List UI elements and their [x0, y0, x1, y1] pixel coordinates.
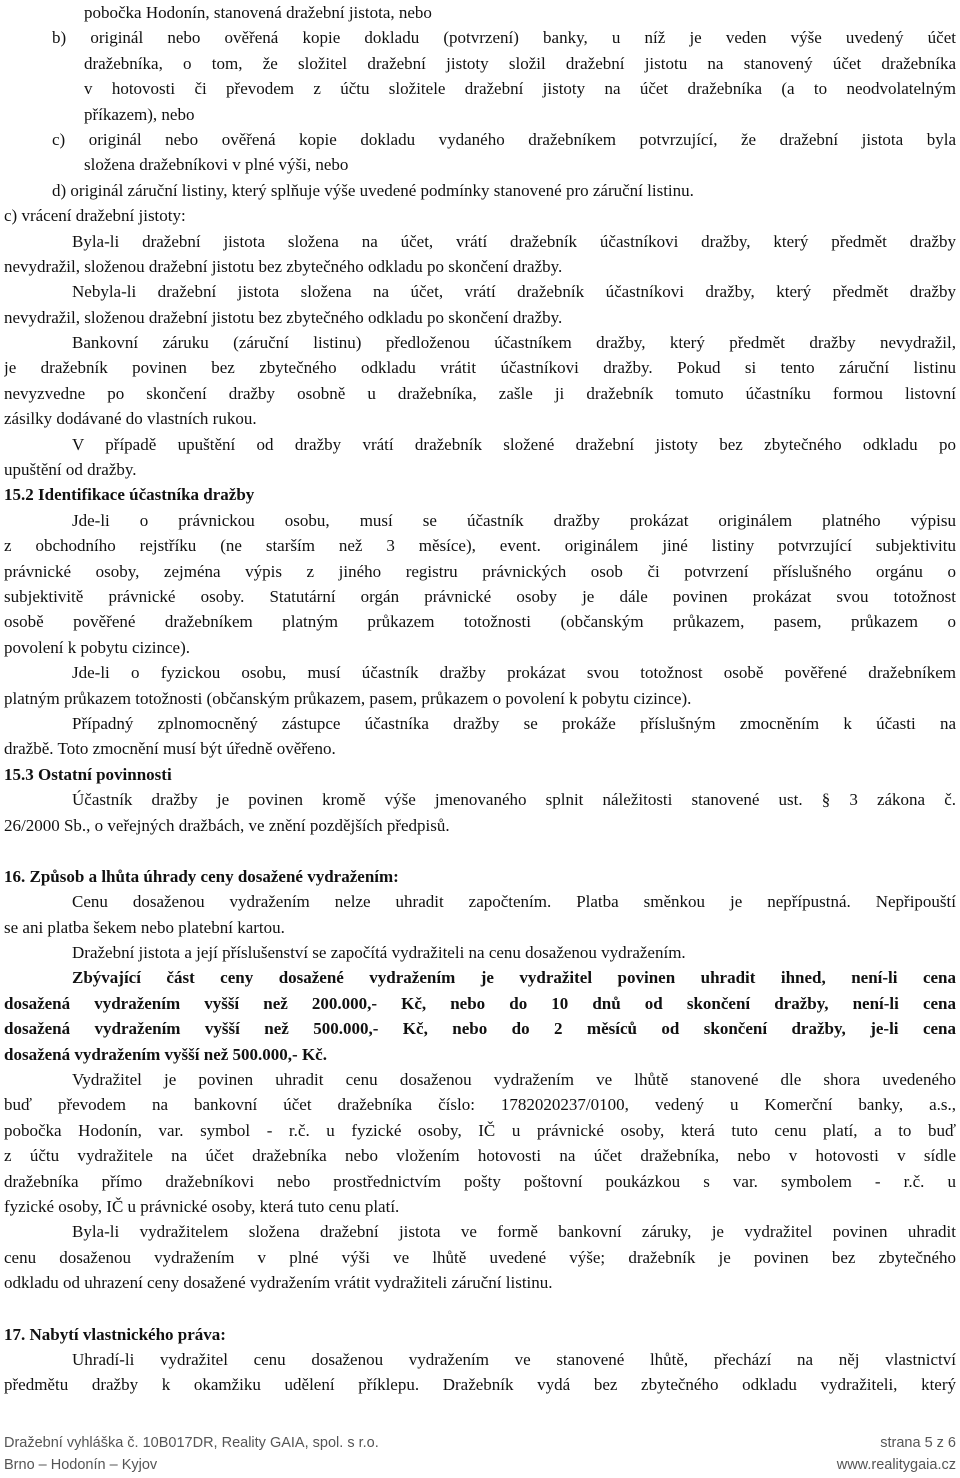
text-line: subjektivitě právnické osoby. Statutární orgán právnické osoby je dále povinen prokázat svou totožnost: [4, 586, 956, 606]
text-line: b) originál nebo ověřená kopie dokladu (potvrzení) banky, u níž je veden výše uvedený účet: [52, 28, 956, 48]
text-line: Uhradí-li vydražitel cenu dosaženou vydražením ve stanovené lhůtě, přechází na něj vlastnictví: [72, 1349, 956, 1369]
text-line: cenu dosaženou vydražením v plné výši ve lhůtě uvedené výše; dražebník je povinen bez zbytečného: [4, 1247, 956, 1267]
text-line: nevyzvedne po skončení dražby osobně u dražebníka, zašle ji dražebník tomuto účastníku formou listovní: [4, 383, 956, 403]
text-line: Jde-li o fyzickou osobu, musí účastník dražby prokázat svou totožnost osobě pověřené dražebníkem: [72, 663, 956, 683]
text-line: Dražební jistota a její příslušenství se započítá vydražiteli na cenu dosaženou vydražením.: [72, 943, 686, 963]
text-line: Cenu dosaženou vydražením nelze uhradit započtením. Platba směnkou je nepřípustná. Nepřipouští: [72, 892, 956, 912]
text-line: Nebyla-li dražební jistota složena na účet, vrátí dražebník účastníkovi dražby, který předmět dražby: [72, 282, 956, 302]
footer-website: www.realitygaia.cz: [836, 1457, 956, 1473]
text-line: c) originál nebo ověřená kopie dokladu vydaného dražebníkem potvrzující, že dražební jistota byla: [52, 129, 956, 149]
text-line: v hotovosti či převodem z účtu složitele dražební jistoty na účet dražebníka (a to neodvolatelným: [84, 79, 956, 99]
section-heading-line: dosažená vydražením vyšší než 500.000,- Kč.: [4, 1044, 327, 1064]
text-line: d) originál záruční listiny, který splňuje výše uvedené podmínky stanovené pro záruční listinu.: [52, 180, 694, 200]
text-line: příkazem), nebo: [84, 104, 195, 124]
text-line: Účastník dražby je povinen kromě výše jmenovaného splnit náležitosti stanovené ust. § 3 zákona č.: [72, 790, 956, 810]
section-heading-line: dosažená vydražením vyšší než 500.000,- Kč, nebo do 2 měsíců od skončení dražby, je-li cena: [4, 1019, 956, 1039]
text-line: je dražebník povinen bez zbytečného odkladu vrátit účastníkovi dražby. Pokud si tento záruční listinu: [4, 358, 956, 378]
text-line: dražbě. Toto zmocnění musí být úředně ověřeno.: [4, 739, 336, 759]
text-line: c) vrácení dražební jistoty:: [4, 206, 186, 226]
section-heading-line: 15.3 Ostatní povinnosti: [4, 764, 172, 784]
document-body: [4, 0, 956, 1398]
text-line: z účtu vydražitele na účet dražebníka nebo vložením hotovosti na účet dražebníka, nebo v hotovosti v sídle: [4, 1146, 956, 1166]
text-line: fyzické osoby, IČ u právnické osoby, která tuto cenu platí.: [4, 1196, 400, 1216]
text-line: zásilky dodávané do vlastních rukou.: [4, 409, 257, 429]
text-line: 26/2000 Sb., o veřejných dražbách, ve znění pozdějších předpisů.: [4, 815, 450, 835]
section-heading-line: Zbývající část ceny dosažené vydražením je vydražitel povinen uhradit ihned, není-li cena: [72, 968, 956, 988]
text-line: V případě upuštění od dražby vrátí dražebník složené dražební jistoty bez zbytečného odkladu po: [72, 434, 956, 454]
section-heading-line: dosažená vydražením vyšší než 200.000,- Kč, nebo do 10 dnů od skončení dražby, není-li cena: [4, 993, 956, 1013]
text-line: z obchodního rejstříku (ne starším než 3 měsíce), event. originálem jiné listiny potvrzující subjektivitu: [4, 536, 956, 556]
footer-locations: Brno – Hodonín – Kyjov: [4, 1457, 158, 1473]
text-line: Byla-li vydražitelem složena dražební jistota ve formě bankovní záruky, je vydražitel povinen uhradit: [72, 1222, 956, 1242]
footer-row-2: [4, 1454, 956, 1476]
footer-document-title: Dražební vyhláška č. 10B017DR, Reality GAIA, spol. s r.o.: [4, 1435, 379, 1451]
text-line: předmětu dražby k okamžiku udělení příklepu. Dražebník vydá bez zbytečného odkladu vydražiteli, který: [4, 1375, 956, 1395]
text-line: upuštění od dražby.: [4, 460, 137, 480]
section-heading-line: 15.2 Identifikace účastníka dražby: [4, 485, 255, 505]
text-line: buď převodem na bankovní účet dražebníka číslo: 1782020237/0100, vedený u Komerční banky, a.s.,: [4, 1095, 956, 1115]
text-line: pobočka Hodonín, stanovená dražební jistota, nebo: [84, 3, 432, 22]
section-heading-line: 16. Způsob a lhůta úhrady ceny dosažené vydražením:: [4, 866, 399, 886]
text-line: nevydražil, složenou dražební jistotu bez zbytečného odkladu po skončení dražby.: [4, 256, 563, 276]
text-line: složena dražebníkovi v plné výši, nebo: [84, 155, 349, 175]
text-line: Jde-li o právnickou osobu, musí se účastník dražby prokázat originálem platného výpisu: [72, 510, 956, 530]
footer-row-1: [4, 1432, 956, 1454]
text-line: Byla-li dražební jistota složena na účet, vrátí dražebník účastníkovi dražby, který předmět dražby: [72, 231, 956, 251]
text-line: pobočka Hodonín, var. symbol - r.č. u fyzické osoby, IČ u právnické osoby, která tuto cenu platí, a to buď: [4, 1120, 956, 1140]
text-line: nevydražil, složenou dražební jistotu bez zbytečného odkladu po skončení dražby.: [4, 307, 563, 327]
text-line: se ani platba šekem nebo platební kartou.: [4, 917, 285, 937]
text-line: Případný zplnomocněný zástupce účastníka dražby se prokáže příslušným zmocněním k účasti na: [72, 713, 956, 733]
text-line: dražebníka přímo dražebníkovi nebo prostřednictvím pošty poštovní poukázkou s var. symbolem - r.č. u: [4, 1171, 956, 1191]
spacer-line: [4, 1296, 956, 1322]
text-line: dražebníka, o tom, že složitel dražební jistoty složil dražební jistotu na stanovený účet dražebníka: [84, 53, 956, 73]
text-line: platným průkazem totožnosti (občanským průkazem, pasem, průkazem o povolení k pobytu cizince).: [4, 688, 692, 708]
text-line: osobě pověřené dražebníkem platným průkazem totožnosti (občanským průkazem, pasem, průkazem o: [4, 612, 956, 632]
page-footer: [4, 1432, 956, 1476]
text-line: odkladu od uhrazení ceny dosažené vydražením vrátit vydražiteli záruční listinu.: [4, 1273, 553, 1293]
text-line: Vydražitel je povinen uhradit cenu dosaženou vydražením ve lhůtě stanovené dle shora uvedeného: [72, 1070, 956, 1090]
footer-page-number: strana 5 z 6: [880, 1435, 956, 1451]
text-line: Bankovní záruku (záruční listinu) předloženou účastníkem dražby, který předmět dražby nevydražil,: [72, 333, 956, 353]
text-line: povolení k pobytu cizince).: [4, 637, 191, 657]
spacer-line: [4, 838, 956, 864]
section-heading-line: 17. Nabytí vlastnického práva:: [4, 1324, 226, 1344]
text-line: právnické osoby, zejména výpis z jiného registru právnických osob či potvrzení příslušného orgánu o: [4, 561, 956, 581]
